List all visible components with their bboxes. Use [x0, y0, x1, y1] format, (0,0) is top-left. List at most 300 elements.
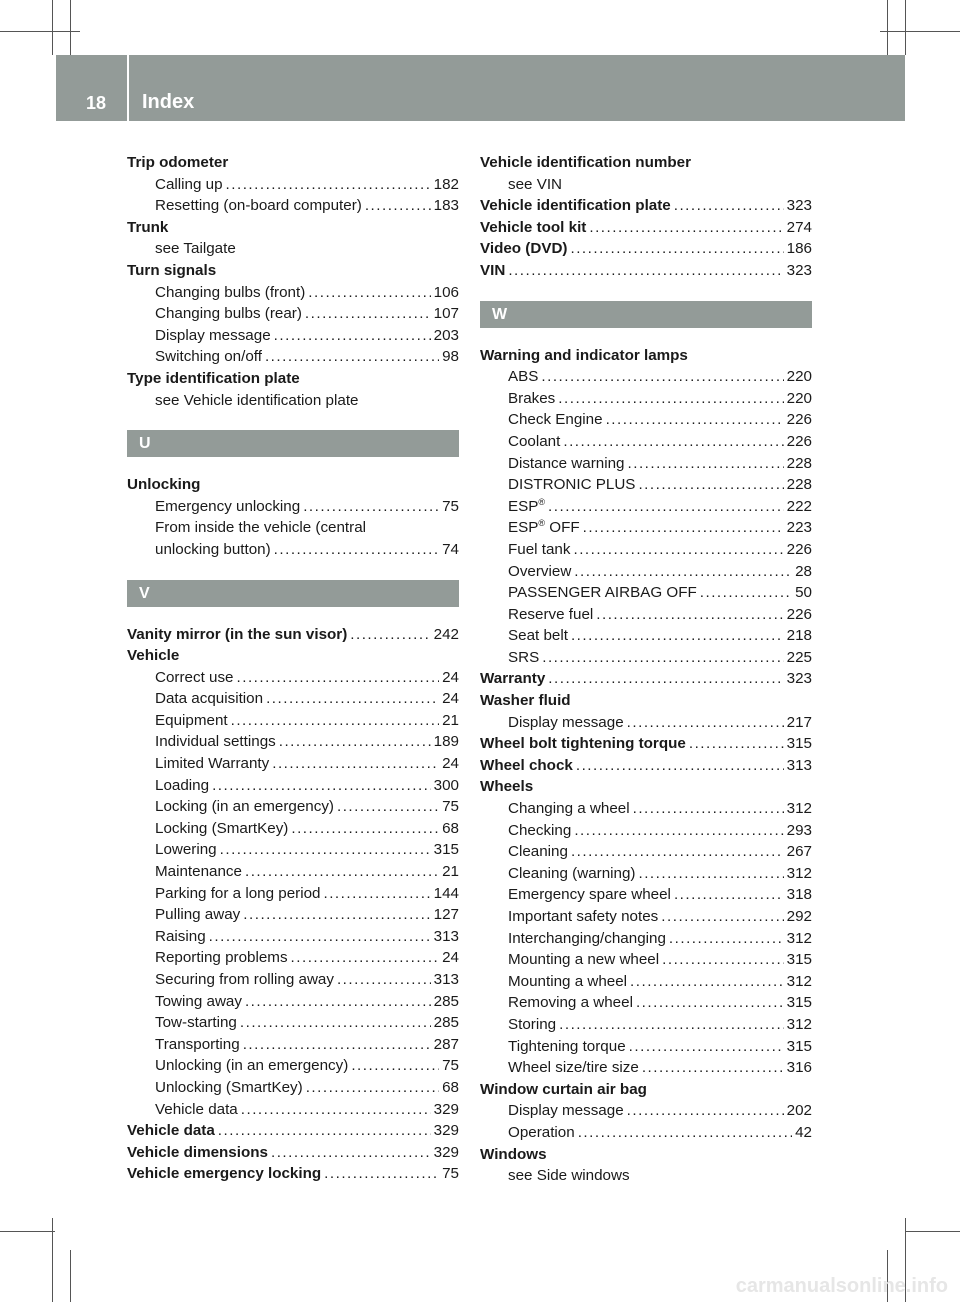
dot-leader: [596, 604, 783, 626]
entry-label: [155, 238, 236, 260]
entry-label: [155, 818, 288, 840]
entry-label-text: Storing: [508, 1015, 557, 1033]
dot-leader: [689, 733, 784, 755]
entry-label-text: Emergency unlocking: [155, 497, 301, 515]
entry-label: [508, 582, 697, 604]
entry-label: [508, 539, 570, 561]
entry-label-text: see Side windows: [508, 1167, 630, 1185]
entry-label: [155, 174, 223, 196]
entry-label-text: Seat belt: [508, 627, 568, 645]
entry-label: [155, 325, 271, 347]
index-column-left: [127, 152, 459, 1185]
entry-label: [155, 1055, 348, 1077]
index-subentry: [480, 539, 812, 561]
entry-label: [155, 904, 240, 926]
dot-leader: [212, 775, 431, 797]
entry-label-text: Video (DVD): [480, 240, 568, 258]
dot-leader: [662, 949, 784, 971]
entry-label: [155, 1099, 238, 1121]
dot-leader: [351, 1055, 439, 1077]
entry-page-number[interactable]: 186: [786, 240, 812, 258]
entry-label: [127, 474, 200, 496]
page-header: [56, 55, 905, 121]
entry-label-text: Vehicle identification number: [480, 154, 691, 171]
entry-label: [155, 282, 305, 304]
entry-page-number[interactable]: 24: [442, 690, 459, 708]
index-subentry: [480, 604, 812, 626]
index-subentry: [127, 390, 459, 412]
entry-page-number[interactable]: 313: [433, 971, 459, 988]
dot-leader: [218, 1120, 431, 1142]
entry-page-number[interactable]: 318: [786, 886, 812, 904]
entry-page-number[interactable]: 222: [786, 497, 812, 515]
dot-leader: [570, 238, 783, 260]
entry-label: [508, 1165, 630, 1187]
entry-label: [508, 517, 580, 539]
entry-label-text: Operation: [508, 1123, 575, 1141]
index-subentry: [480, 174, 812, 196]
entry-label: [480, 195, 671, 217]
entry-label: [155, 1077, 303, 1099]
entry-page-number[interactable]: 75: [442, 798, 459, 816]
entry-label: [155, 346, 262, 368]
entry-label-text: Locking (SmartKey): [155, 819, 289, 837]
entry-label: [508, 453, 625, 475]
entry-label: [508, 971, 627, 993]
entry-page-number[interactable]: 220: [786, 368, 812, 386]
index-entry: [480, 152, 812, 174]
dot-leader: [209, 926, 431, 948]
dot-leader: [629, 1036, 784, 1058]
entry-label: [155, 390, 358, 412]
entry-label-text: Changing bulbs (rear): [155, 305, 302, 323]
index-subentry: [480, 496, 812, 518]
entry-page-number[interactable]: 24: [442, 949, 459, 967]
crop-mark-top-right-h: [880, 31, 960, 32]
index-subentry: [127, 282, 459, 304]
crop-mark-top-left-v2: [52, 0, 53, 55]
index-subentry: [127, 839, 459, 861]
entry-label-text: Vehicle dimensions: [127, 1143, 268, 1161]
entry-label-text: Type identification plate: [127, 369, 300, 387]
index-subentry: [480, 561, 812, 583]
index-subentry: [127, 195, 459, 217]
entry-label: [480, 668, 545, 690]
entry-label: [155, 1012, 237, 1034]
entry-label-text: Unlocking (in an emergency): [155, 1057, 349, 1075]
entry-label: [508, 906, 658, 928]
dot-leader: [245, 861, 439, 883]
dot-leader: [589, 217, 783, 239]
watermark: carmanualsonline.info: [735, 1275, 948, 1297]
entry-label: [480, 260, 505, 282]
index-entry: [127, 368, 459, 390]
entry-page-number[interactable]: 24: [442, 755, 459, 773]
entry-label-text: Maintenance: [155, 863, 242, 881]
entry-label: [508, 712, 624, 734]
entry-page-number[interactable]: 202: [786, 1102, 812, 1120]
entry-label-text: Important safety notes: [508, 908, 659, 925]
entry-page-number[interactable]: 68: [442, 1078, 459, 1096]
entry-label-text: Tow-starting: [155, 1014, 237, 1032]
entry-page-number[interactable]: 292: [786, 908, 812, 925]
entry-page-number[interactable]: 75: [442, 497, 459, 515]
index-entry: [480, 755, 812, 777]
header-divider: [127, 55, 129, 121]
entry-label-text: Wheel size/tire size: [508, 1059, 639, 1077]
entry-label-text: Removing a wheel: [508, 994, 633, 1012]
entry-page-number[interactable]: 203: [433, 326, 459, 344]
entry-page-number[interactable]: 312: [786, 800, 812, 818]
dot-leader: [669, 928, 784, 950]
entry-label: [508, 928, 666, 950]
index-entry: [480, 668, 812, 690]
entry-page-number[interactable]: 144: [433, 884, 459, 902]
entry-page-number[interactable]: 226: [786, 605, 812, 623]
entry-label-text: Parking for a long period: [155, 884, 321, 902]
entry-label-text: Warning and indicator lamps: [480, 346, 688, 364]
entry-page-number[interactable]: 223: [786, 519, 812, 537]
entry-page-number[interactable]: 287: [433, 1035, 459, 1053]
dot-leader: [308, 282, 430, 304]
entry-label-text: Mounting a wheel: [508, 972, 628, 990]
entry-label: [480, 776, 533, 798]
index-column-right: [480, 152, 812, 1187]
entry-label: [508, 820, 571, 842]
entry-label-text: Wheel bolt tightening torque: [480, 735, 686, 753]
entry-page-number[interactable]: 242: [433, 625, 459, 643]
index-subentry: [480, 647, 812, 669]
entry-label: [508, 798, 630, 820]
entry-page-number[interactable]: 21: [442, 711, 459, 729]
entry-page-number[interactable]: 293: [786, 821, 812, 839]
entry-label-text: Locking (in an emergency): [155, 798, 334, 816]
index-subentry: [480, 712, 812, 734]
entry-page-number[interactable]: 42: [795, 1123, 812, 1141]
entry-label-text: Brakes: [508, 389, 556, 407]
entry-label: [127, 152, 228, 174]
entry-page-number[interactable]: 189: [433, 733, 459, 751]
entry-label-text: VIN: [480, 261, 506, 279]
index-entry: [480, 776, 812, 798]
dot-leader: [559, 1014, 784, 1036]
entry-label: [480, 345, 688, 367]
dot-leader: [630, 971, 784, 993]
dot-leader: [266, 688, 439, 710]
entry-label-text: Display message: [508, 1102, 624, 1120]
entry-label-text: Switching on/off: [155, 348, 262, 366]
entry-page-number[interactable]: 68: [442, 819, 459, 837]
dot-leader: [571, 841, 784, 863]
entry-label: [155, 710, 228, 732]
entry-page-number[interactable]: 315: [786, 735, 812, 753]
index-subentry: [480, 409, 812, 431]
index-subentry: [480, 388, 812, 410]
entry-label-text: Window curtain air bag: [480, 1080, 647, 1098]
index-subentry: [480, 431, 812, 453]
entry-label-text: Changing bulbs (front): [155, 283, 306, 301]
entry-page-number[interactable]: 329: [433, 1100, 459, 1118]
dot-leader: [272, 753, 439, 775]
entry-label-text: ABS: [508, 368, 539, 386]
entry-page-number[interactable]: 220: [786, 389, 812, 407]
index-entry: [480, 260, 812, 282]
entry-label-text: Reporting problems: [155, 949, 288, 967]
entry-label: [155, 303, 302, 325]
entry-page-number[interactable]: 312: [786, 972, 812, 990]
entry-label-text: Trip odometer: [127, 154, 229, 171]
entry-page-number[interactable]: 107: [433, 305, 459, 323]
entry-page-number[interactable]: 329: [433, 1143, 459, 1161]
entry-page-number[interactable]: 226: [786, 540, 812, 558]
dot-leader: [558, 388, 783, 410]
entry-label: [480, 733, 686, 755]
index-subentry: [127, 753, 459, 775]
entry-page-number[interactable]: 323: [786, 197, 812, 215]
entry-label-text: Reserve fuel: [508, 605, 594, 623]
entry-page-number[interactable]: 98: [442, 348, 459, 366]
entry-label: [155, 947, 288, 969]
dot-leader: [291, 818, 439, 840]
entry-page-number[interactable]: 226: [786, 411, 812, 429]
index-subentry: [480, 798, 812, 820]
entry-label: [480, 1144, 547, 1166]
index-subentry: [127, 710, 459, 732]
index-subentry: [480, 992, 812, 1014]
entry-label: [155, 969, 334, 991]
index-subentry: [127, 346, 459, 368]
entry-label-text: Lowering: [155, 841, 217, 859]
entry-page-number[interactable]: 315: [786, 951, 812, 969]
entry-label: [508, 992, 633, 1014]
entry-page-number[interactable]: 75: [442, 1165, 459, 1183]
entry-label: [508, 604, 593, 626]
index-subentry: [480, 820, 812, 842]
index-subentry: [480, 1057, 812, 1079]
dot-leader: [606, 409, 784, 431]
entry-label-text: Loading: [155, 776, 210, 794]
dot-leader: [542, 647, 783, 669]
entry-label-text: Pulling away: [155, 906, 241, 924]
entry-label-text: Limited Warranty: [155, 755, 270, 773]
entry-label: [508, 496, 545, 518]
entry-label: [127, 1120, 215, 1142]
index-subentry: [480, 1100, 812, 1122]
entry-page-number[interactable]: 106: [433, 283, 459, 301]
entry-page-number[interactable]: 127: [433, 906, 459, 924]
entry-label-text: Transporting: [155, 1035, 240, 1053]
entry-page-number[interactable]: 323: [786, 261, 812, 279]
index-subentry: [480, 906, 812, 928]
entry-label: [508, 1057, 639, 1079]
dot-leader: [245, 991, 431, 1013]
entry-label-text: Turn signals: [127, 261, 217, 279]
dot-leader: [231, 710, 439, 732]
entry-page-number[interactable]: 226: [786, 432, 812, 450]
entry-label: [127, 624, 347, 646]
entry-label-text: Display message: [508, 713, 624, 731]
entry-label: [508, 1036, 626, 1058]
entry-page-number[interactable]: 312: [786, 929, 812, 947]
entry-label: [480, 152, 691, 174]
entry-label: [155, 775, 209, 797]
dot-leader: [583, 517, 784, 539]
dot-leader: [306, 1077, 439, 1099]
entry-page-number[interactable]: 312: [786, 864, 812, 882]
dot-leader: [274, 539, 439, 561]
index-subentry: [480, 928, 812, 950]
index-subentry: [127, 775, 459, 797]
entry-page-number[interactable]: 312: [786, 1015, 812, 1033]
index-subentry: [127, 325, 459, 347]
entry-page-number[interactable]: 315: [786, 994, 812, 1012]
entry-page-number[interactable]: 315: [786, 1037, 812, 1055]
entry-label: [155, 195, 362, 217]
dot-leader: [578, 1122, 792, 1144]
entry-label-text: Vehicle identification plate: [480, 197, 671, 215]
entry-page-number[interactable]: 228: [786, 476, 812, 494]
entry-page-number[interactable]: 228: [786, 454, 812, 472]
entry-page-number[interactable]: 183: [433, 197, 459, 215]
dot-leader: [237, 667, 440, 689]
index-subentry: [127, 883, 459, 905]
index-subentry: [127, 667, 459, 689]
entry-page-number[interactable]: 313: [786, 756, 812, 774]
index-letter-heading: V: [127, 580, 459, 607]
entry-label-text: Individual settings: [155, 733, 276, 751]
entry-page-number[interactable]: 217: [786, 713, 812, 731]
dot-leader: [627, 712, 784, 734]
entry-label: [508, 949, 659, 971]
entry-page-number[interactable]: 218: [786, 627, 812, 645]
entry-page-number[interactable]: 300: [433, 776, 459, 794]
dot-leader: [573, 539, 783, 561]
entry-label: [508, 474, 635, 496]
index-subentry: [127, 496, 459, 518]
entry-page-number[interactable]: 74: [442, 540, 459, 558]
dot-leader: [636, 992, 784, 1014]
entry-page-number[interactable]: 75: [442, 1057, 459, 1075]
entry-label-text: Vehicle: [127, 647, 180, 665]
dot-leader: [350, 624, 430, 646]
index-entry: [127, 217, 459, 239]
entry-page-number[interactable]: 28: [795, 562, 812, 580]
entry-page-number[interactable]: 323: [786, 670, 812, 688]
entry-page-number[interactable]: 316: [786, 1059, 812, 1077]
dot-leader: [305, 303, 431, 325]
index-entry: [480, 1144, 812, 1166]
index-entry: [127, 1120, 459, 1142]
index-subentry: [127, 991, 459, 1013]
dot-leader: [240, 1012, 431, 1034]
entry-label-suffix: OFF: [545, 519, 580, 537]
index-entry: [480, 733, 812, 755]
dot-leader: [700, 582, 792, 604]
entry-label-text: Mounting a new wheel: [508, 951, 660, 969]
entry-page-number[interactable]: 24: [442, 668, 459, 686]
dot-leader: [337, 969, 431, 991]
index-entry: [127, 645, 459, 667]
entry-label-text: Vanity mirror (in the sun visor): [127, 625, 348, 643]
dot-leader: [574, 820, 783, 842]
entry-label-text: Cleaning: [508, 843, 568, 861]
entry-page-number[interactable]: 315: [433, 841, 459, 859]
entry-label: [127, 1163, 321, 1185]
dot-leader: [324, 1163, 439, 1185]
index-subentry: [480, 884, 812, 906]
entry-label-text: PASSENGER AIRBAG OFF: [508, 584, 697, 602]
entry-label-text: see Vehicle identification plate: [155, 391, 359, 409]
index-letter-heading: W: [480, 301, 812, 328]
crop-mark-top-left-h: [0, 31, 80, 32]
entry-label: [508, 409, 603, 431]
index-subentry: [480, 971, 812, 993]
entry-page-number[interactable]: 313: [433, 927, 459, 945]
entry-label-text: Distance warning: [508, 454, 625, 472]
entry-label-text: Securing from rolling away: [155, 971, 334, 988]
entry-label: [155, 539, 271, 561]
dot-leader: [279, 731, 431, 753]
entry-page-number[interactable]: 329: [433, 1122, 459, 1140]
entry-label-text: see Tailgate: [155, 240, 236, 258]
dot-leader: [674, 884, 784, 906]
dot-leader: [638, 863, 783, 885]
entry-label: [155, 991, 242, 1013]
entry-page-number[interactable]: 21: [442, 863, 459, 881]
entry-page-number[interactable]: 182: [433, 175, 459, 193]
index-subentry: [480, 366, 812, 388]
entry-label: [480, 690, 571, 712]
index-entry: [127, 624, 459, 646]
entry-label-text: Coolant: [508, 432, 561, 450]
entry-page-number[interactable]: 50: [795, 584, 812, 602]
crop-mark-bottom-right-h: [905, 1231, 960, 1232]
crop-mark-top-left-v: [70, 0, 71, 55]
entry-page-number[interactable]: 274: [786, 218, 812, 236]
index-subentry: [127, 174, 459, 196]
dot-leader: [241, 1099, 431, 1121]
entry-label: [155, 667, 234, 689]
entry-page-number[interactable]: 225: [786, 648, 812, 666]
entry-page-number[interactable]: 267: [786, 843, 812, 861]
entry-label: [127, 217, 168, 239]
dot-leader: [576, 755, 784, 777]
index-subentry: [127, 238, 459, 260]
entry-page-number[interactable]: 285: [433, 1014, 459, 1032]
entry-label-text: Data acquisition: [155, 690, 264, 708]
dot-leader: [674, 195, 784, 217]
entry-label: [127, 645, 179, 667]
entry-label: [508, 625, 568, 647]
index-subentry: [480, 582, 812, 604]
entry-label: [508, 1122, 575, 1144]
entry-label: [508, 388, 555, 410]
entry-label: [480, 755, 573, 777]
crop-mark-top-right-v2: [905, 0, 906, 55]
entry-label-text: Check Engine: [508, 411, 603, 429]
crop-mark-bottom-left-v2: [70, 1250, 71, 1302]
index-subentry: [127, 1034, 459, 1056]
entry-label-text: unlocking button): [155, 540, 271, 558]
index-subentry: [480, 949, 812, 971]
dot-leader: [291, 947, 440, 969]
dot-leader: [638, 474, 783, 496]
entry-label-text: Raising: [155, 927, 206, 945]
entry-label-text: Unlocking (SmartKey): [155, 1078, 303, 1096]
entry-page-number[interactable]: 285: [433, 992, 459, 1010]
entry-label: [155, 926, 206, 948]
index-entry: [127, 474, 459, 496]
